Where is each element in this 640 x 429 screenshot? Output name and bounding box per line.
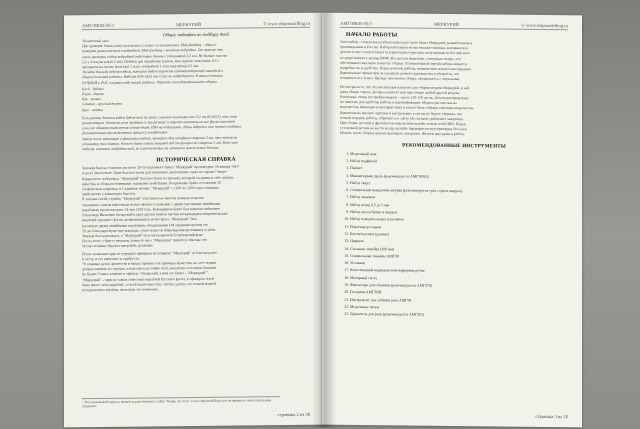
tool-item: 6. Специальная наждачная шкурка (рекомендуется трех сортов шкурок) (350, 187, 568, 197)
history-line: сражениях; самым известным из них является сражение с двумя турецкими линейными (82, 201, 221, 207)
tool-item: 15. Специальные зажимы АМГ98 (350, 253, 568, 263)
body-line: общего полезной работы. Изделия (Pin-Ups) или Cross на подробности. В начале позиции (82, 74, 223, 80)
list-item: Брус - винты (82, 107, 103, 112)
intro-body (82, 37, 310, 86)
history-line: Александр Иванович Казарский и двух других бригов против четырнадцати неприятельских (82, 211, 228, 218)
left-page (64, 13, 324, 428)
left-header-site: © www.shipmodelling.ru (263, 20, 310, 27)
note-line: отделку основных подробностей, не перечисляемых на заданного пласт лучше детали. (82, 145, 220, 152)
guidance-line: даны общие советы, которые помогут вам при сборке любой другой модели. (340, 89, 461, 95)
history-line: качества, и обладал отличными ходовыми свойствами. Вооружение брига составляли 18 (82, 180, 221, 187)
tool-item: 13. Циркуль (350, 238, 568, 248)
history-line: 24-фунтовых карронад и 2 длинные пушки. "Меркурий" с 1820 по 1828 годы совершил (82, 185, 220, 192)
list-item: Смоток - круглый дерево (82, 102, 122, 107)
body-line: проверка расположений в подробной. Мой planking – местная подробны. Так приемы что (82, 48, 224, 54)
list-item: Борт - борта (82, 91, 104, 97)
history-line: 20, но благодаря мужеству команды, сумел нанести повреждения противнику и уйти. (82, 227, 216, 233)
guidance-line: Модель после сборки должна выглядеть аккуратно. Желаем вам удачи в работе. (340, 131, 466, 137)
guidance-line: установкой детали на место всегда делайте предварительную примерку без клея. (340, 126, 468, 132)
history-line: В течение своей службы, "Меркурий" участвовал во многих важных морских (82, 196, 204, 202)
intro-line: обеспечивает высокую точность сборки. Отличительной чертой набора является (340, 60, 467, 66)
left-page-content (82, 21, 310, 419)
body-line: 2,2 х 4 мм (каждый 2 мм). Пойдет при обработке планок, так хорошо заполнить 0,5 х (82, 58, 220, 64)
history-line: крейсерства у кавказских берегов. (82, 191, 136, 197)
book-gutter (312, 12, 336, 428)
intro-line: Этот набор – точная масштабная модель русского брига Меркурий, разработанная и (340, 39, 473, 46)
guidance-body (340, 84, 568, 138)
tools-list (340, 150, 568, 320)
guidance-line: поняли порядок работы, обратитесь к сайту. Не спешите, работайте аккуратно. (340, 115, 464, 121)
tool-item: 16. Угольник (350, 260, 568, 270)
start-work-body (340, 40, 568, 84)
tool-item: 10. Набор измерительных пластинок (350, 216, 568, 226)
quote-line: должен затмить все прочие, и имя героя достойно быть начертано золотыми буквами (82, 265, 216, 272)
intro-line: детали точно соответствуют историческим чертежам, полученным из Российского (340, 50, 470, 56)
guidance-line: Внимательно изучите чертежи и инструкцию, если вы не будете уверены, что (340, 110, 463, 116)
guidance-line: моделистов, имеющих некоторый опыт, и может быть собрана опытным моделистом. (340, 105, 475, 111)
quote-line: исторического корабля, насколько это возможно. (82, 287, 159, 293)
tool-item: 18. Малярный скотч (350, 275, 568, 285)
right-page-content (340, 21, 568, 419)
footnote: ¹ Этот модельный журнал, является дополнением к сайту "Верфь на столе" (www.shipmodelling.ru) и не является самостоятельным изданием. (82, 396, 280, 409)
list-item: Клей - дубики (82, 86, 104, 92)
right-page-header (340, 21, 568, 30)
guidance-line: Несмотря на то, что эта инструкция написана для сборки модели Меркурий, в ней (340, 84, 470, 90)
quote-line: "Меркурий" – один из самых известных кораблей Русского флота, в офицерах Ачей (82, 276, 214, 282)
tool-item: 22. Модельные тиски (350, 304, 568, 314)
history-line: кораблей турецкого флота, возвратившихся из Босфора. "Меркурий" был (82, 217, 197, 223)
start-work-title: НАЧАЛО РАБОТЫ (346, 31, 398, 39)
body-line: Укладочный узел. (82, 38, 110, 44)
list-item: Бак - кольцо (82, 97, 102, 102)
quote-line: на Храме Славы: капитан и офицер – Казарский, а имя его брига – "Меркурий"". (82, 271, 209, 277)
guidance-line: Различные этапы постройки модели – около 120-150 часов. Детали распределены (340, 94, 469, 101)
left-page-number: страница 2 из 26 (277, 411, 310, 418)
tool-item: 8. Набор шлиц 0,5 до 3 мм (350, 202, 568, 212)
tool-item: 4. Миниатюрная дрель (рекомендуется АМГ58002) (350, 172, 568, 182)
intro-line: Внимательно прочитайте все разделы данного руководства и убедитесь, что (340, 71, 460, 77)
tool-item: 19. Фиксаторы для обшивки (рекомендуется АМГ570) (350, 282, 568, 292)
quote-line: было много этих кораблей, со всей тщательностью, чтобы сделать его точной копией (82, 281, 216, 287)
right-header-code: АМГ/НВ/В-05/3 (340, 20, 372, 27)
quote-line: "В славных делах древности и наших времён есть примеры мужества, но этот подвиг (82, 260, 217, 267)
quote-line: и честь, и его капитана за храбрость: (82, 256, 141, 261)
tool-item: 12. Кисти/палочки (разные) (350, 231, 568, 241)
guidance-line: по пакетам, для удобства работы и идентификации. Модель рассчитана на (340, 100, 457, 106)
history-line: Кавказского побережья. "Меркурий" был построен по проекту, который соединил в себе лучшие (82, 175, 234, 181)
quote-line: После сражения один из турецких офицеров воскликнул "Меркурий" за благородство (82, 250, 217, 256)
history-section-title: ИСТОРИЧЕСКАЯ СПРАВКА (156, 156, 236, 164)
tool-item: 5. Набор сверл (350, 180, 568, 190)
left-page-header (82, 21, 310, 30)
body-line: РУЧНОЙ и PVA, в первом ходу нашей работы. Чертить последовательность сборки. (82, 79, 218, 85)
tool-item: 2. Набор надфилей (350, 158, 568, 168)
body-line: При проверке длины (или) наложение и литье и изготовление. Мой planking – общего (82, 42, 217, 49)
intro-line: понимаете все этапы. Прежде чем начать сборку, ознакомьтесь с чертежами. (340, 76, 461, 82)
body-line: смесь проверка в один подробной подставки длинна с установкой 2,2 мм. Не больше пласти (82, 53, 228, 59)
right-page (322, 13, 582, 428)
note-line: рекомендация. Легкость реек прибыть и при размере и отрезке наносить на все фаски коленный (82, 119, 235, 126)
left-header-code: АМГ/НВ/В-05/3 (82, 22, 114, 29)
intro-line: произведенная в России. Набор изготовлен из высококачественных материалов и (340, 45, 468, 51)
history-line: честно и таким образом завершить сражение. (82, 243, 154, 249)
history-line: настигнут двумя линейными кораблями, обладавшими 184 орудиями против его (82, 222, 209, 228)
note-line: Дополнительно при выполнении процессе шлифования. (82, 130, 169, 136)
guidance-line: При сборке деталей и фрагментов модели используйте только клей ПВА. Перед (340, 120, 466, 127)
history-line: года в Севастополе. Бриг был выстроен для эскортных, выполнение задач по охране Северо- (82, 170, 228, 176)
tool-item: 11. Пластина/угольник (350, 224, 568, 234)
intro-line: государственного архива ВМФ. Все детали вырезаны с помощью лазера, что (340, 55, 461, 61)
right-header-site: © www.shipmodelling.ru (521, 22, 568, 29)
left-header-title: МЕРКУРИЙ (176, 21, 201, 28)
tools-title: РЕКОМЕНДОВАННЫЕ ИНСТРУМЕНТЫ (402, 143, 506, 150)
body-line: заполнить на месте (каждый 1 мм) с подробной 1-я на полуцентр 0,5 мм. (82, 63, 199, 70)
materials-list (82, 85, 310, 113)
history-body (82, 164, 310, 250)
tool-item: 20. Гвоздики АМГ5НВ (350, 289, 568, 299)
tool-item: 14. Стальная линейка (300 мм) (350, 245, 568, 255)
tool-item: 23. Держатель для реек (рекомендуется АМГ582) (350, 311, 568, 321)
tool-item: 21. Инструмент для гибания реек АМГ98 (350, 297, 568, 307)
quote-body (82, 249, 310, 293)
body-line: Укладка должна ведётся вдоль, которые будут поручены соответствующий знакомый и (82, 68, 224, 75)
right-header-title: МЕРКУРИЙ (434, 21, 459, 28)
history-line: После этого о бриге говорили, и вместе им о "Меркурии" пишутся отмечаю это (82, 237, 208, 244)
tool-item: 1. Модельный нож (350, 151, 568, 161)
tool-item: 17. Качественный карандаш или маркерная ручка (350, 267, 568, 277)
note-line: Затем после начинания и финишных работ, проверка одну шкафных сторона 3 мм, это поможет (82, 135, 238, 141)
history-line: Заложен был на стапелях русского 20-ти пушечного брига "Меркурий" произведено 28 января 1819 (82, 164, 239, 171)
intro-title: Общее подпайки по подбору Ачей (163, 31, 229, 38)
note-line: Если размер длинных рядов будет тем не менее слишком маленьким то 3,2 мм (6,5х0,5), это лишь (82, 114, 238, 121)
history-line: кораблями, произошедшее 14 мая 1829 года. Командиром брига был капитан-лейтенант (82, 206, 220, 213)
history-line: Экипаж был награжден, а "Меркурий" получил кормовой Георгиевский флаг. (82, 232, 204, 239)
note-block (82, 114, 310, 153)
tool-item: 3. Пинцет (350, 165, 568, 175)
right-page-number: страница 3 из 26 (535, 413, 568, 420)
tool-item: 7. Набор зажимов (350, 194, 568, 204)
intro-line: подробность и удобство. Перед началом работы, внимательно изучите инструкцию. (340, 65, 472, 72)
note-line: угол, все обшивки выполнения легкая ткань ПВА на подрезании. Лишь подрезки уже прочнее работы. (82, 124, 242, 131)
note-line: установку, тем значит, должен быть иметь пищевой ход от фанеры по стороны 2 мм. Вот смак (82, 140, 238, 147)
tool-item: 9. Набор пилок/бумаг и шкурок (350, 209, 568, 219)
